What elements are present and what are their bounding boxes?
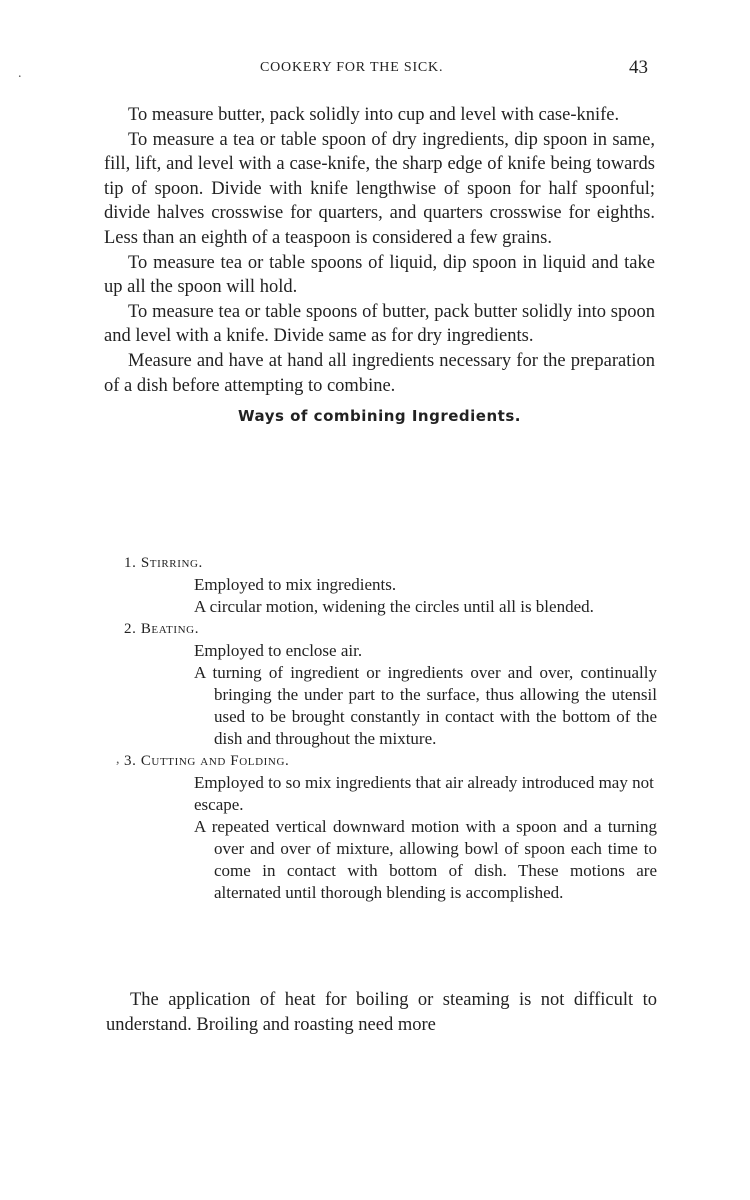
method-name: Cutting and Folding. <box>140 753 290 769</box>
stray-mark-margin: , <box>116 752 120 767</box>
method-title <box>124 552 657 574</box>
method-item <box>124 552 657 618</box>
paragraph: To measure tea or table spoons of liquid, dip spoon in liquid and take up all the spoon will hold. <box>104 252 655 298</box>
method-purpose: Employed to enclose air. <box>194 641 363 660</box>
method-number: 3. <box>124 753 137 769</box>
method-title <box>124 750 657 772</box>
method-name: Stirring. <box>140 555 203 571</box>
paragraph: To measure butter, pack solidly into cup and level with case-knife. <box>128 105 620 125</box>
method-number: 2. <box>124 621 137 637</box>
page-number: 43 <box>629 57 648 78</box>
method-purpose: Employed to so mix ingredients that air already introduced may not escape. <box>194 773 654 814</box>
method-title <box>124 618 657 640</box>
method-list <box>124 552 657 904</box>
method-description: A repeated vertical downward motion with a spoon and a turning over and over of mixture, allowing bowl of spoon each time to come in contact with bottom of dish. These motions are alternated until thorough blending is accomplished. <box>194 817 657 902</box>
closing-text <box>106 988 657 1037</box>
method-name: Beating. <box>140 621 200 637</box>
body-text <box>104 103 655 437</box>
paragraph: To measure tea or table spoons of butter, pack butter solidly into spoon and level with a knife. Divide same as for dry ingredients. <box>104 301 655 347</box>
stray-mark-top: . <box>18 66 22 81</box>
method-description: A circular motion, widening the circles until all is blended. <box>194 597 594 616</box>
method-description: A turning of ingredient or ingredients over and over, continually bringing the under part to the surface, thus allowing the utensil used to be brought constantly in contact with the bottom of the dish and throughout the mixture. <box>194 663 657 748</box>
method-purpose: Employed to mix ingredients. <box>194 575 397 594</box>
method-item <box>124 618 657 750</box>
paragraph: To measure a tea or table spoon of dry ingredients, dip spoon in same, fill, lift, and level with a case-knife, the sharp edge of knife being towards tip of spoon. Divide with knife lengthwise of spoon for half spoonful; divide halves crosswise for quarters, and quarters crosswise for eighths. Less than an eighth of a teaspoon is considered a few grains. <box>104 129 655 248</box>
section-heading: Ways of combining Ingredients. <box>238 407 521 426</box>
method-item <box>124 750 657 904</box>
method-number: 1. <box>124 555 137 571</box>
running-head: COOKERY FOR THE SICK. <box>260 60 444 75</box>
paragraph: Measure and have at hand all ingredients necessary for the preparation of a dish before attempting to combine. <box>104 350 655 396</box>
paragraph: The application of heat for boiling or steaming is not difficult to understand. Broiling and roasting need more <box>106 990 657 1035</box>
